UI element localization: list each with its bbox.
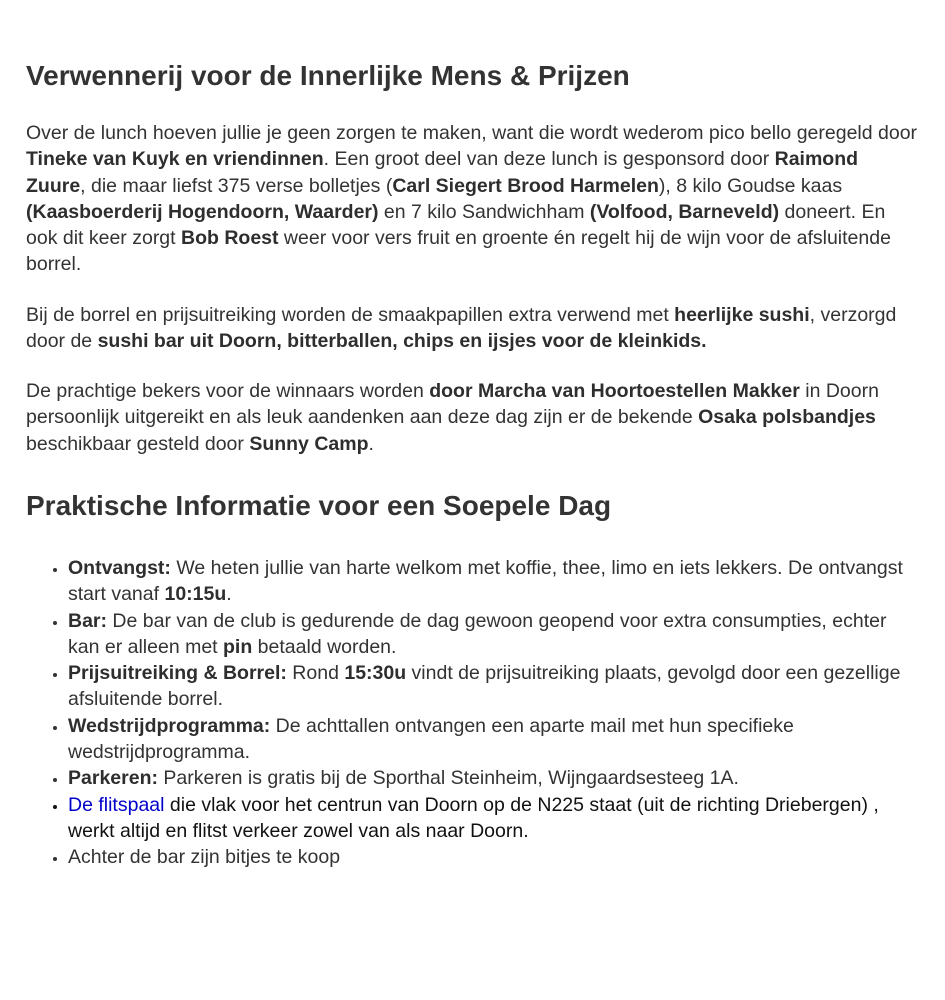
flitspaal-link[interactable]: De flitspaal bbox=[68, 793, 165, 816]
list-item-bitjes: • Achter de bar zijn bitjes te koop bbox=[68, 844, 918, 870]
paragraph-borrel bbox=[26, 302, 921, 355]
list-item-label: Ontvangst: bbox=[68, 557, 171, 579]
list-item-label: Bar: bbox=[68, 609, 108, 632]
text-run: vindt de prijsuitreiking plaats, gevolgd door een gezellige afsluitende borrel. bbox=[68, 662, 901, 711]
bold-text-run: Raimond Zuure bbox=[26, 148, 859, 197]
text-run: doneert. En ook dit keer zorgt bbox=[26, 200, 886, 250]
text-run: . bbox=[368, 432, 374, 455]
text-run: en 7 kilo Sandwichham bbox=[378, 200, 590, 223]
list-item-ontvangst bbox=[68, 555, 918, 608]
bold-text-run: 15:30u bbox=[344, 662, 407, 685]
bold-text-run: heerlijke sushi bbox=[674, 304, 810, 326]
practical-info-list bbox=[26, 555, 918, 871]
text-run: beschikbaar gesteld door bbox=[26, 432, 250, 455]
bold-text-run: pin bbox=[223, 635, 253, 658]
paragraph-prizes bbox=[26, 378, 921, 457]
list-item-wedstrijdprogramma bbox=[68, 713, 918, 766]
text-run: , verzorgd door de bbox=[26, 304, 897, 353]
section-title-lunch-prizes: Verwennerij voor de Innerlijke Mens & Prijzen bbox=[26, 60, 630, 91]
list-item-label: Prijsuitreiking & Borrel: bbox=[68, 662, 287, 685]
list-item-text bbox=[68, 610, 886, 658]
text-run: Parkeren is gratis bij de Sporthal Steinheim, Wijngaardsesteeg 1A. bbox=[157, 767, 739, 790]
list-item-bar bbox=[68, 608, 918, 661]
list-item-text bbox=[68, 557, 903, 605]
text-run: Rond bbox=[286, 662, 345, 685]
bold-text-run: door Marcha van Hoortoestellen Makker bbox=[429, 380, 800, 402]
paragraph-lunch bbox=[26, 120, 921, 278]
bold-text-run: (Kaasboerderij Hogendoorn, Waarder) bbox=[26, 200, 379, 223]
bold-text-run: Sunny Camp bbox=[249, 432, 369, 455]
bold-text-run: Carl Siegert Brood Harmelen bbox=[392, 174, 659, 197]
list-item-label: Wedstrijdprogramma: bbox=[68, 714, 271, 737]
list-item-label: Parkeren: bbox=[68, 767, 158, 790]
bold-text-run: Tineke van Kuyk en vriendinnen bbox=[26, 148, 324, 171]
bold-text-run: sushi bar uit Doorn, bitterballen, chips en ijsjes voor de kleinkids. bbox=[97, 330, 707, 353]
text-run: ), 8 kilo Goudse kaas bbox=[658, 174, 843, 197]
bold-text-run: Bob Roest bbox=[181, 227, 279, 250]
text-run: in Doorn persoonlijk uitgereikt en als leuk aandenken aan deze dag zijn er de bekende bbox=[26, 380, 879, 429]
list-item-text bbox=[158, 767, 739, 789]
list-item-prijsuitreiking bbox=[68, 660, 918, 713]
text-run: De bar van de club is gedurende de dag gewoon geopend voor extra consumpties, echter kan er alleen met bbox=[68, 609, 887, 658]
text-run: Bij de borrel en prijsuitreiking worden de smaakpapillen extra verwend met bbox=[26, 304, 675, 326]
list-item-parkeren bbox=[68, 765, 918, 791]
text-run: betaald worden. bbox=[252, 635, 397, 658]
text-run: . Een groot deel van deze lunch is gesponsord door bbox=[323, 148, 775, 171]
bold-text-run: (Volfood, Barneveld) bbox=[589, 200, 780, 223]
text-run: . bbox=[226, 583, 232, 606]
text-run: , die maar liefst 375 verse bolletjes ( bbox=[80, 174, 393, 197]
text-run: Over de lunch hoeven jullie je geen zorgen te maken, want die wordt wederom pico bello geregeld door bbox=[26, 122, 918, 144]
section-title-practical-info: Praktische Informatie voor een Soepele Dag bbox=[26, 490, 612, 521]
list-item-text: die vlak voor het centrun van Doorn op de N225 staat (uit de richting Driebergen) , werkt altijd en flitst verkeer zowel van als naar Doorn. bbox=[68, 793, 879, 842]
text-run: De achttallen ontvangen een aparte mail met hun specifieke wedstrijdprogramma. bbox=[68, 714, 794, 764]
bold-text-run: 10:15u bbox=[164, 583, 227, 606]
text-run: De prachtige bekers voor de winnaars worden bbox=[26, 380, 430, 402]
list-item-flitspaal bbox=[68, 792, 918, 845]
bold-text-run: Osaka polsbandjes bbox=[698, 406, 876, 429]
text-run: We heten jullie van harte welkom met koffie, thee, limo en iets lekkers. De ontvangst start vanaf bbox=[68, 557, 903, 606]
text-run: weer voor vers fruit en groente én regelt hij de wijn voor de afsluitende borrel. bbox=[26, 227, 891, 276]
